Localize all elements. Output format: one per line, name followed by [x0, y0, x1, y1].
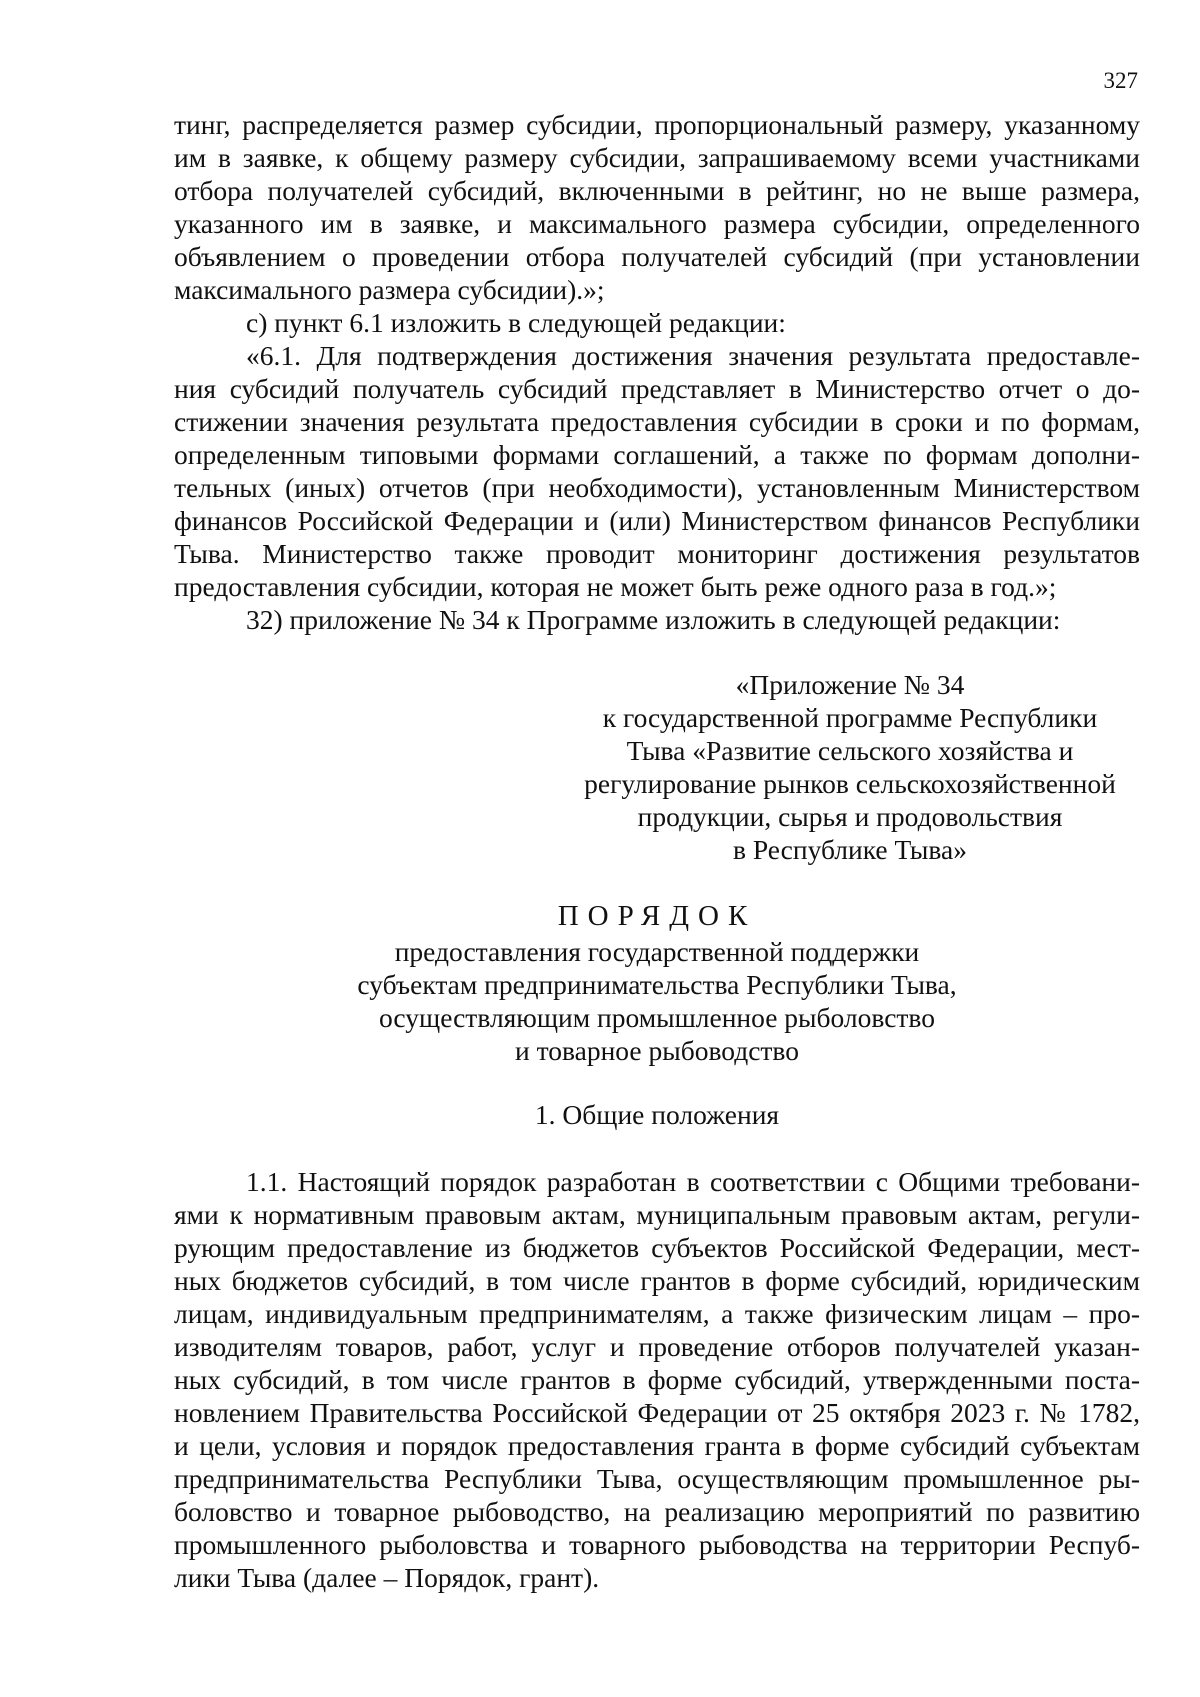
text-line: лики Тыва (далее – Порядок, грант).	[174, 1562, 600, 1593]
text-line: ных субсидий, в том числе грантов в форме субсидий, утвержденными поста-	[174, 1364, 1140, 1395]
appendix-line: Тыва «Развитие сельского хозяйства и	[626, 735, 1074, 766]
text-line: 32) приложение № 34 к Программе изложить в следующей редакции:	[246, 604, 1061, 635]
section-title	[174, 1098, 1140, 1131]
text-line: им в заявке, к общему размеру субсидии, запрашиваемому всеми участниками	[174, 142, 1140, 173]
subtitle-line: предоставления государственной поддержки	[394, 936, 920, 967]
paragraph-1-1	[174, 1165, 1140, 1594]
text-line: Тыва. Министерство также проводит мониторинг достижения результатов	[174, 538, 1140, 569]
section-heading: 1. Общие положения	[534, 1099, 780, 1130]
text-line: рующим предоставление из бюджетов субъектов Российской Федерации, мест-	[174, 1232, 1140, 1263]
text-line: финансов Российской Федерации и (или) Министерством финансов Республики	[174, 505, 1140, 536]
paragraph-6-1	[174, 339, 1140, 603]
text-line: изводителям товаров, работ, услуг и проведение отборов получателей указан-	[174, 1331, 1140, 1362]
page-number: 327	[1103, 68, 1138, 93]
text-line: промышленного рыболовства и товарного рыбоводства на территории Респуб-	[174, 1529, 1140, 1560]
text-line: ных бюджетов субсидий, в том числе грантов в форме субсидий, юридическим	[174, 1265, 1140, 1296]
text-line: новлением Правительства Российской Федерации от 25 октября 2023 г. № 1782,	[174, 1397, 1140, 1428]
item-32	[174, 603, 1140, 636]
text-line: ния субсидий получатель субсидий представляет в Министерство отчет о до-	[174, 373, 1140, 404]
appendix-line: регулирование рынков сельскохозяйственной	[584, 768, 1116, 799]
text-line: тельных (иных) отчетов (при необходимости), установленным Министерством	[174, 472, 1140, 503]
subtitle-line: и товарное рыбоводство	[515, 1035, 799, 1066]
paragraph-continuation	[174, 108, 1140, 306]
appendix-line: в Республике Тыва»	[733, 834, 967, 865]
text-line: отбора получателей субсидий, включенными в рейтинг, но не выше размера,	[174, 175, 1140, 206]
text-line: тинг, распределяется размер субсидии, пропорциональный размеру, указанному	[174, 109, 1140, 140]
text-line: боловство и товарное рыбоводство, на реализацию мероприятий по развитию	[174, 1496, 1140, 1527]
text-line: ями к нормативным правовым актам, муниципальным правовым актам, регули-	[174, 1199, 1140, 1230]
appendix-line: «Приложение № 34	[735, 669, 965, 700]
appendix-line: продукции, сырья и продовольствия	[637, 801, 1063, 832]
text-line: объявлением о проведении отбора получателей субсидий (при установлении	[174, 241, 1140, 272]
text-line: максимального размера субсидии).»;	[174, 274, 605, 305]
text-line: с) пункт 6.1 изложить в следующей редакции:	[246, 307, 786, 338]
document-subtitle	[174, 935, 1140, 1067]
document-title	[174, 900, 1140, 933]
title-heading: ПОРЯДОК	[557, 900, 757, 932]
text-line: определенным типовыми формами соглашений, а также по формам дополни-	[174, 439, 1140, 470]
text-line: 1.1. Настоящий порядок разработан в соответствии с Общими требовани-	[246, 1166, 1140, 1197]
text-line: стижении значения результата предоставления субсидии в сроки и по формам,	[174, 406, 1140, 437]
text-line: указанного им в заявке, и максимального размера субсидии, определенного	[174, 208, 1140, 239]
text-line: лицам, индивидуальным предпринимателям, а также физическим лицам – про-	[174, 1298, 1140, 1329]
subtitle-line: осуществляющим промышленное рыболовство	[379, 1002, 935, 1033]
text-line: «6.1. Для подтверждения достижения значения результата предоставле-	[246, 340, 1140, 371]
subtitle-line: субъектам предпринимательства Республики Тыва,	[357, 969, 957, 1000]
text-line: предоставления субсидии, которая не может быть реже одного раза в год.»;	[174, 571, 1057, 602]
appendix-header	[570, 668, 1130, 866]
appendix-line: к государственной программе Республики	[602, 702, 1098, 733]
text-line: и цели, условия и порядок предоставления гранта в форме субсидий субъектам	[174, 1430, 1140, 1461]
text-line: предпринимательства Республики Тыва, осуществляющим промышленное ры-	[174, 1463, 1140, 1494]
item-c	[174, 306, 1140, 339]
